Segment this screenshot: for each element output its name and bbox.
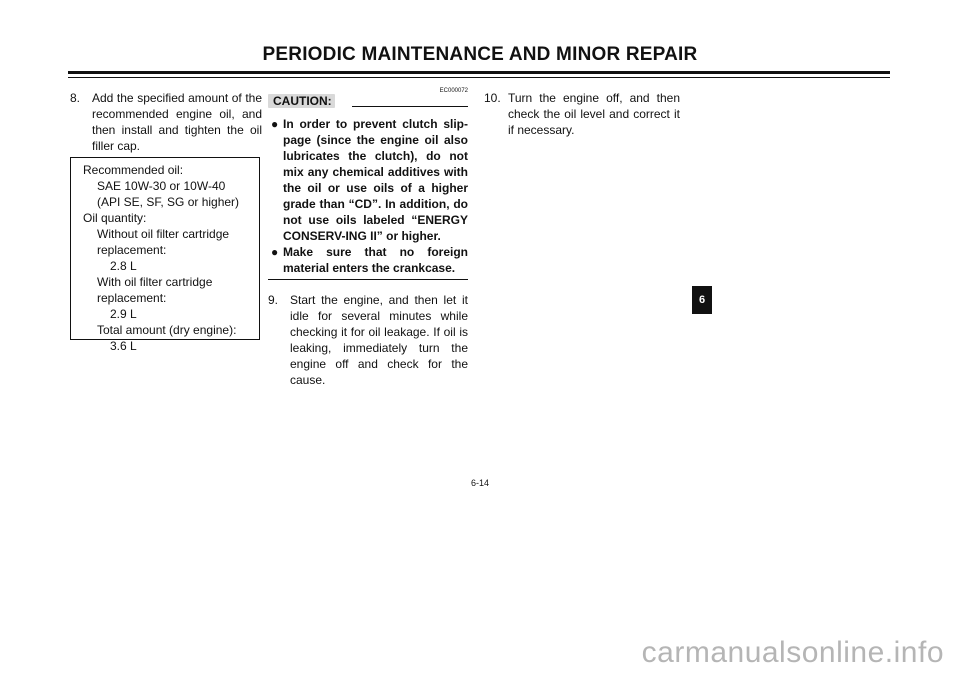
step-text: Turn the engine off, and then check the oil level and correct it if necessary. bbox=[508, 91, 680, 137]
page-number: 6-14 bbox=[470, 478, 489, 488]
step-text: Add the specified amount of the recommended engine oil, and then install and tighten the oil filler cap. bbox=[92, 91, 262, 153]
with-filter-value: 2.9 L bbox=[110, 307, 137, 321]
bullet-icon: ● bbox=[271, 245, 279, 259]
step-number: 9. bbox=[268, 293, 279, 307]
watermark: carmanualsonline.info bbox=[641, 636, 944, 669]
oil-spec-box bbox=[70, 157, 260, 353]
without-filter-label: Without oil filter cartridge bbox=[97, 227, 230, 241]
header-rule-thin bbox=[68, 77, 890, 78]
caution-label: CAUTION: bbox=[268, 94, 335, 108]
step-number: 8. bbox=[70, 91, 81, 105]
step-text: Start the engine, and then let it idle for several minutes while checking it for oil leakage. If oil is leaking, immediately turn the engine off and check for the cause. bbox=[290, 293, 468, 387]
caution-list bbox=[268, 116, 468, 276]
oil-grade: SAE 10W-30 or 10W-40 bbox=[97, 179, 226, 193]
oil-quantity-label: Oil quantity: bbox=[83, 211, 147, 225]
step-9 bbox=[268, 292, 468, 388]
column-middle bbox=[268, 90, 468, 388]
caution-item bbox=[268, 244, 468, 276]
recommended-oil-label: Recommended oil: bbox=[83, 163, 184, 177]
with-filter-label-2: replacement: bbox=[97, 291, 167, 305]
header-rule bbox=[68, 71, 890, 74]
caution-rule bbox=[352, 106, 468, 107]
caution-code: EC000072 bbox=[439, 88, 468, 94]
caution-header bbox=[268, 90, 468, 110]
chapter-tab: 6 bbox=[692, 286, 712, 314]
caution-item-text: In order to prevent clutch slip-page (since the engine oil also lubricates the clutch), do not mix any chemical additives with the oil or use oils of a higher grade than “CD”. In addition, do not use oils labeled “ENERGY CONSERV-ING II” or higher. bbox=[283, 117, 468, 243]
step-8 bbox=[70, 90, 262, 154]
without-filter-value: 2.8 L bbox=[110, 259, 137, 273]
without-filter-label-2: replacement: bbox=[97, 243, 167, 257]
caution-end-rule bbox=[268, 279, 468, 280]
with-filter-label: With oil filter cartridge bbox=[97, 275, 213, 289]
api-grade: (API SE, SF, SG or higher) bbox=[97, 195, 240, 209]
total-amount-label: Total amount (dry engine): bbox=[97, 323, 237, 337]
column-right bbox=[484, 90, 680, 138]
page-title: PERIODIC MAINTENANCE AND MINOR REPAIR bbox=[262, 44, 698, 65]
step-10 bbox=[484, 90, 680, 138]
bullet-icon: ● bbox=[271, 117, 279, 131]
column-left bbox=[70, 90, 262, 154]
caution-item-text: Make sure that no foreign material enters the crankcase. bbox=[283, 245, 468, 275]
caution-item bbox=[268, 116, 468, 244]
total-amount-value: 3.6 L bbox=[110, 339, 137, 353]
step-number: 10. bbox=[484, 91, 501, 105]
